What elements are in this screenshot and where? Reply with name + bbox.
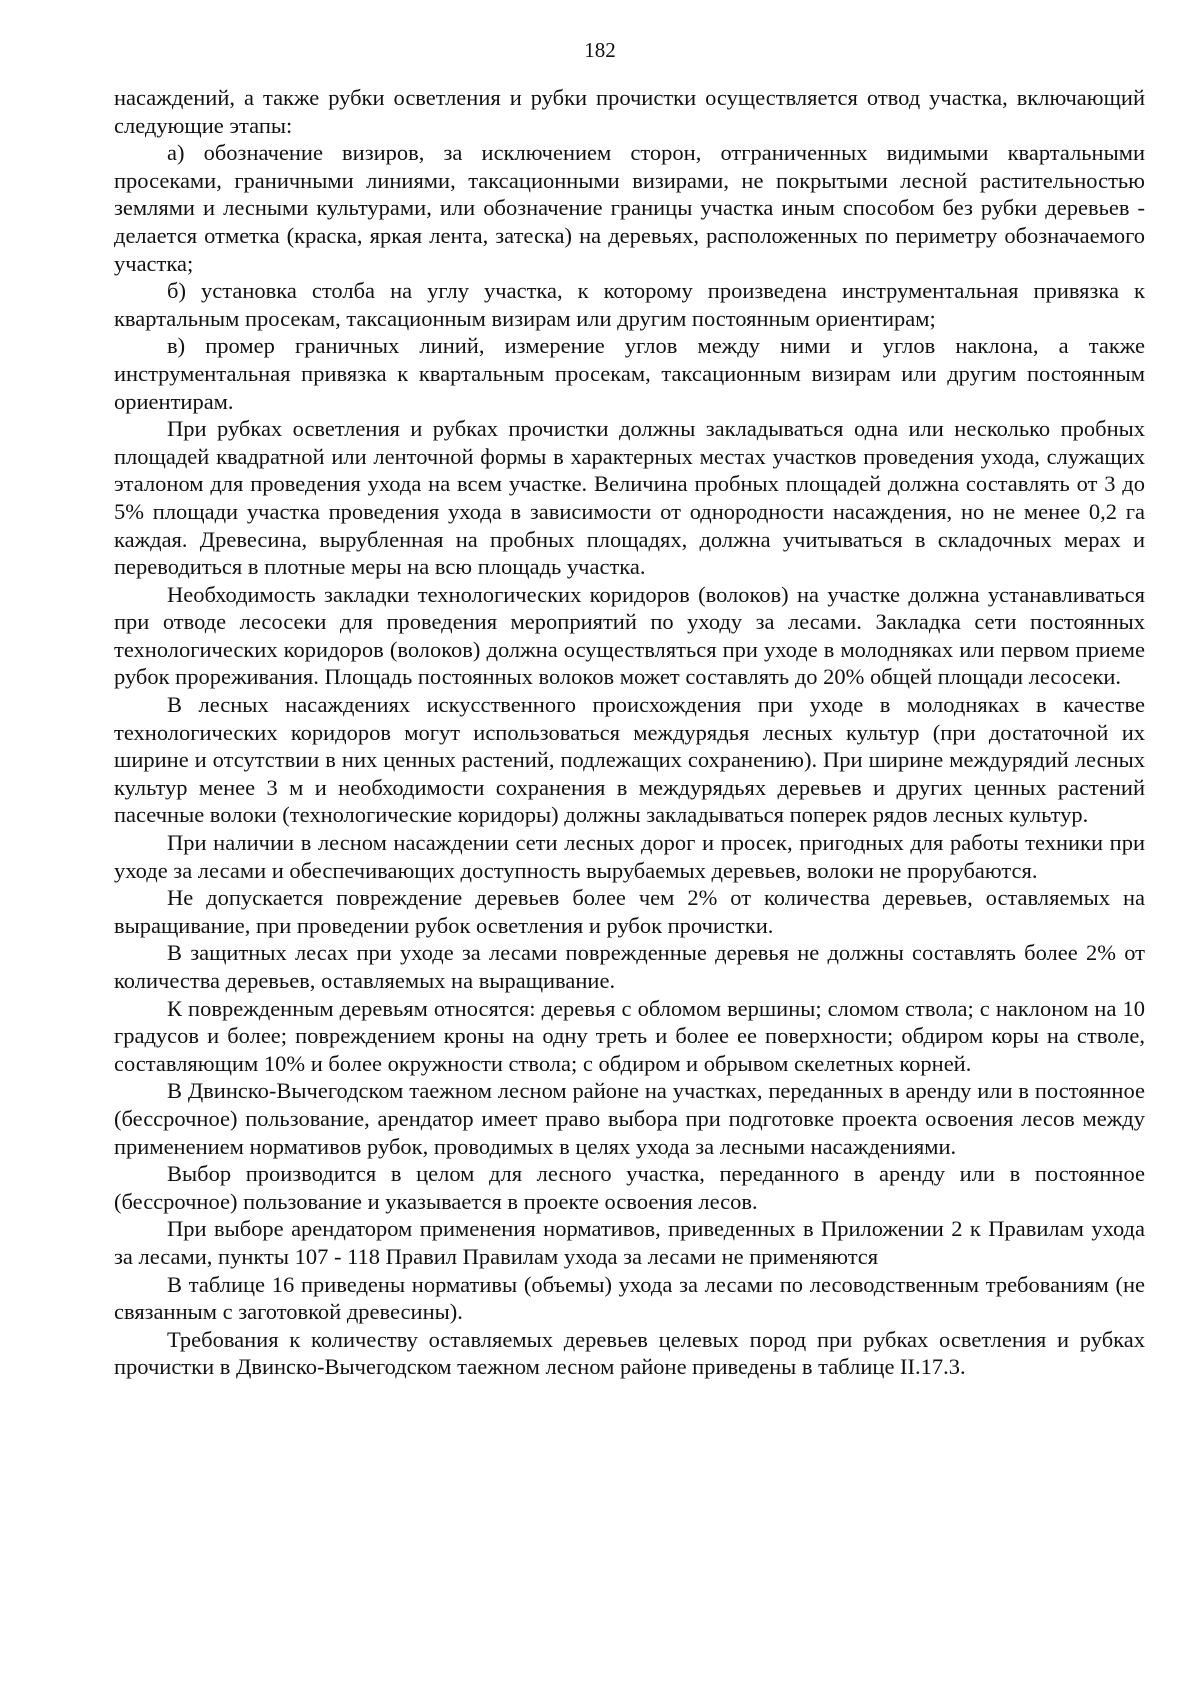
paragraph-artificial-plantations: В лесных насаждениях искусственного происхождения при уходе в молодняках в качестве технологических коридоров могут использоваться междурядья лесных культур (при достаточной их ширине и отсутствии в них ценных растений, подлежащих сохранению). При ширине междурядий лесных культур менее 3 м и необходимости сохранения в междурядьях деревьев и других ценных растений пасечные волоки (технологические коридоры) должны закладываться поперек рядов лесных культур. <box>114 692 1145 828</box>
page-number: 182 <box>584 38 616 62</box>
paragraph-technological-corridors: Необходимость закладки технологических коридоров (волоков) на участке должна устанавливаться при отводе лесосеки для проведения мероприятий по уходу за лесами. Закладка сети постоянных технологических коридоров (волоков) должна осуществляться при уходе в молодняках или первом приеме рубок прореживания. Площадь постоянных волоков может составлять до 20% общей площади лесосеки. <box>114 581 1145 690</box>
paragraph-sample-plots: При рубках осветления и рубках прочистки должны закладываться одна или несколько пробных площадей квадратной или ленточной формы в характерных местах участков проведения ухода, служащих эталоном для проведения ухода на всем участке. Величина пробных площадей должна составлять от 3 до 5% площади участка проведения ухода в зависимости от однородности насаждения, но не менее 0,2 га каждая. Древесина, вырубленная на пробных площадях, должна учитываться в складочных мерах и переводиться в плотные меры на всю площадь участка. <box>114 416 1145 580</box>
body-text <box>114 84 1145 1381</box>
paragraph-step-a: а) обозначение визиров, за исключением сторон, отграниченных видимыми квартальными просеками, граничными линиями, таксационными визирами, не покрытыми лесной растительностью землями и лесными культурами, или обозначение границы участка иным способом без рубки деревьев - делается отметка (краска, яркая лента, затеска) на деревьях, расположенных по периметру обозначаемого участка; <box>114 140 1145 276</box>
paragraph-protective-forests: В защитных лесах при уходе за лесами поврежденные деревья не должны составлять более 2% от количества деревьев, оставляемых на выращивание. <box>114 940 1145 993</box>
paragraph-damaged-trees: К поврежденным деревьям относятся: деревья с обломом вершины; сломом ствола; с наклоном на 10 градусов и более; повреждением кроны на одну треть и более ее поверхности; обдиром коры на стволе, составляющим 10% и более окружности ствола; с обдиром и обрывом скелетных корней. <box>114 995 1145 1076</box>
paragraph-table-16: В таблице 16 приведены нормативы (объемы) ухода за лесами по лесоводственным требованиям (не связанным с заготовкой древесины). <box>114 1271 1145 1325</box>
paragraph-table-ii-17-3: Требования к количеству оставляемых деревьев целевых пород при рубках осветления и рубках прочистки в Двинско-Вычегодском таежном лесном районе приведены в таблице II.17.3. <box>114 1326 1145 1380</box>
paragraph-step-c: в) промер граничных линий, измерение углов между ними и углов наклона, а также инструментальная привязка к квартальным просекам, таксационным визирам или другим постоянным ориентирам. <box>114 333 1145 414</box>
paragraph-appendix-norms: При выборе арендатором применения нормативов, приведенных в Приложении 2 к Правилам ухода за лесами, пункты 107 - 118 Правил Правилам ухода за лесами не применяются <box>114 1216 1145 1269</box>
paragraph-tenant-choice: В Двинско-Вычегодском таежном лесном районе на участках, переданных в аренду или в постоянное (бессрочное) пользование, арендатор имеет право выбора при подготовке проекта освоения лесов между применением нормативов рубок, проводимых в целях ухода за лесными насаждениями. <box>114 1078 1145 1159</box>
paragraph-damage-limit: Не допускается повреждение деревьев более чем 2% от количества деревьев, оставляемых на выращивание, при проведении рубок осветления и рубок прочистки. <box>114 885 1145 938</box>
paragraph-step-b: б) установка столба на углу участка, к которому произведена инструментальная привязка к квартальным просекам, таксационным визирам или другим постоянным ориентирам; <box>114 278 1145 331</box>
paragraph-choice-scope: Выбор производится в целом для лесного участка, переданного в аренду или в постоянное (бессрочное) пользование и указывается в проекте освоения лесов. <box>114 1161 1145 1214</box>
paragraph-forest-roads: При наличии в лесном насаждении сети лесных дорог и просек, пригодных для работы техники при уходе за лесами и обеспечивающих доступность вырубаемых деревьев, волоки не прорубаются. <box>114 830 1145 883</box>
paragraph-continuation: насаждений, а также рубки осветления и рубки прочистки осуществляется отвод участка, включающий следующие этапы: <box>114 85 1145 138</box>
